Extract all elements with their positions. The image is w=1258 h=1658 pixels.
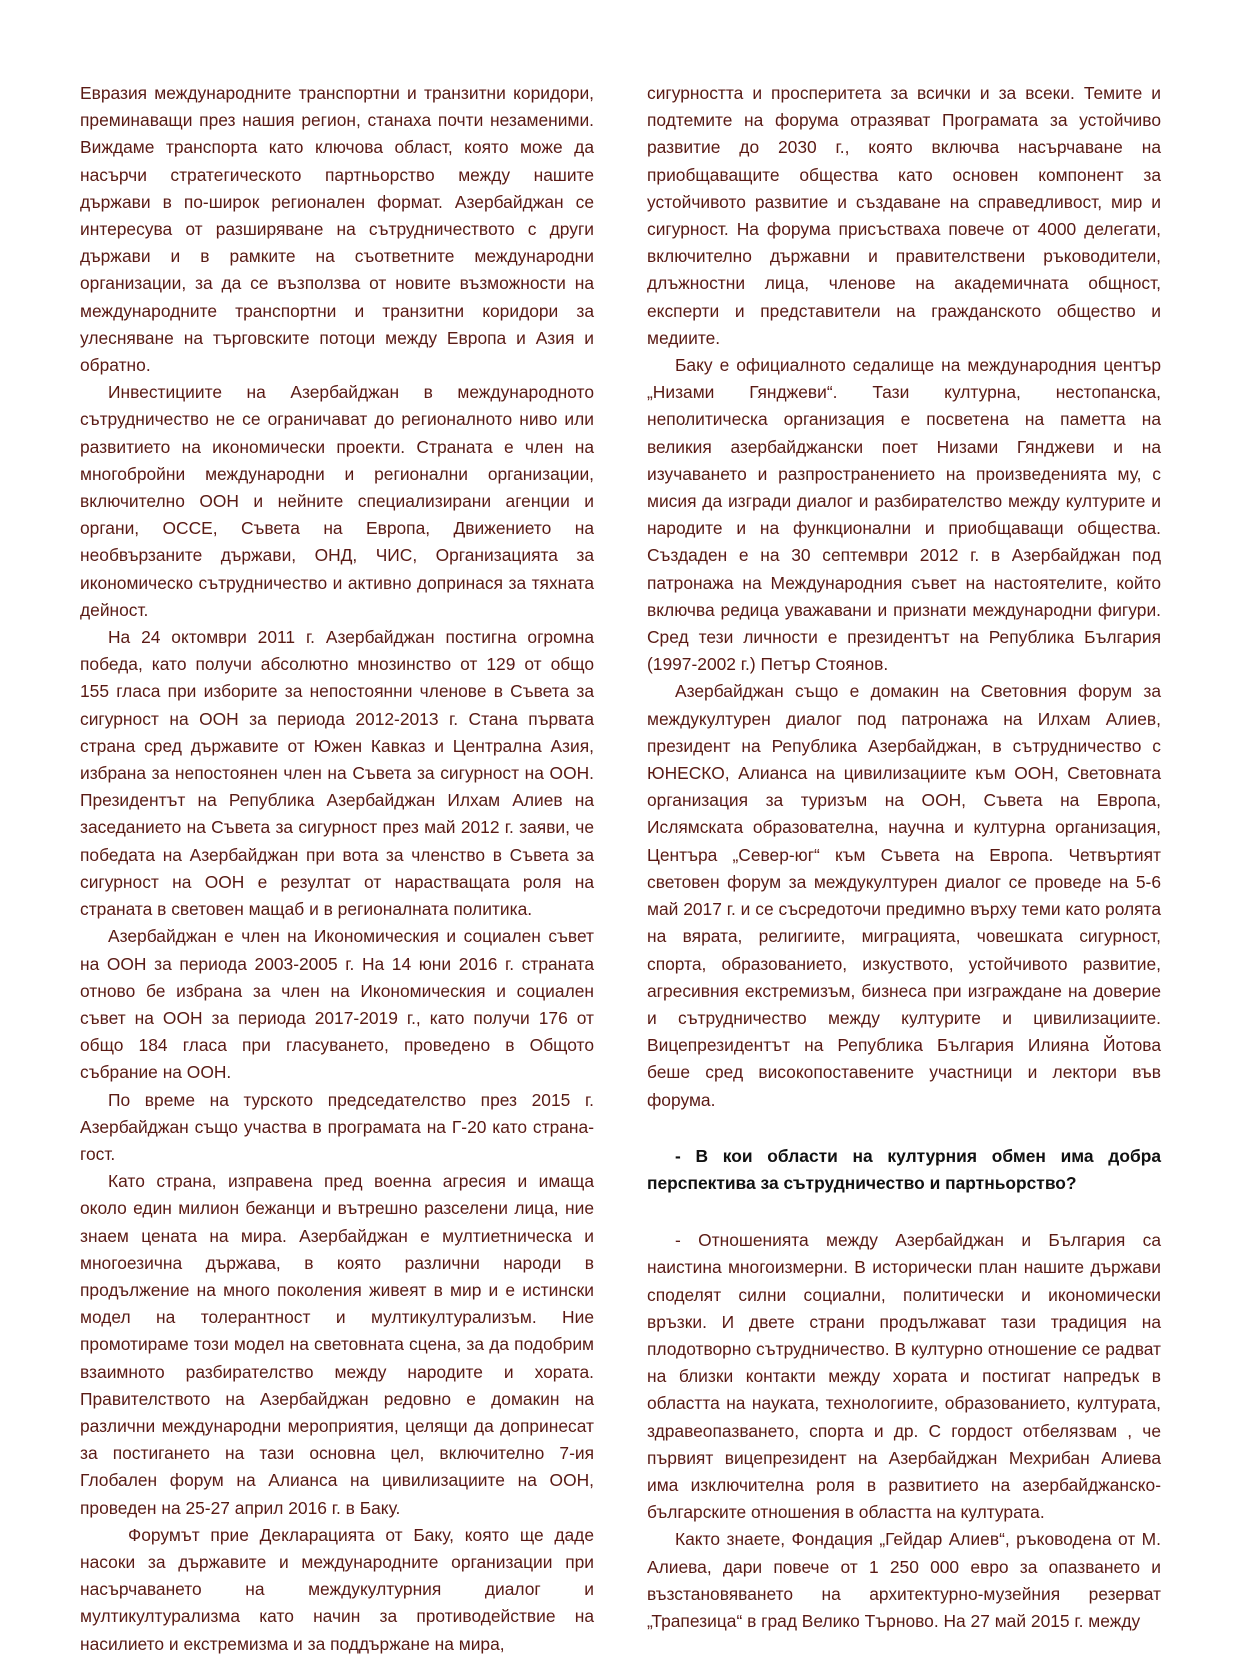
paragraph: Като страна, изправена пред военна агресия и имаща около един милион бежанци и вътрешно разселени лица, ние знаем цената на мира. Азербайджан е мултиетническа и многоезична държава, в която различни народи в продължение на много поколения живеят в мир и е истински модел на толерантност и мултикултурализъм. Ние промотираме този модел на световната сцена, за да подобрим взаимното разбирателство между народите и хората. Правителството на Азербайджан редовно е домакин на различни международни мероприятия, целящи да допринесат за постигането на тази основна цел, включително 7-ия Глобален форум на Алианса на цивилизациите на ООН, проведен на 25-27 април 2016 г. в Баку. [80, 1171, 594, 1518]
paragraph: Азербайджан също е домакин на Световния форум за междукултурен диалог под патронажа на Илхам Алиев, президент на Република Азербайджан, в сътрудничество с ЮНЕСКО, Алианса на цивилизациите към ООН, Световната организация за туризъм на ООН, Съвета на Европа, Ислямската образователна, научна и културна организация, Центъра „Север-юг“ към Съвета на Европа. Четвъртият световен форум за междукултурен диалог се проведе на 5-6 май 2017 г. и се съсредоточи предимно върху теми като ролята на вярата, религиите, миграцията, човешката сигурност, спорта, образованието, изкуството, устойчивото развитие, агресивния екстремизъм, бизнеса при изграждане на доверие и сътрудничество между културите и цивилизациите. Вицепрезидентът на Република България Илияна Йотова беше сред високопоставените участници и лектори във форума. [647, 681, 1161, 1110]
paragraph: Евразия международните транспортни и транзитни коридори, преминаващи през нашия регион, станаха почти незаменими. Виждаме транспорта като ключова област, която може да насърчи стратегическото партньорство между нашите държави в по-широк регионален формат. Азербайджан се интересува от разширяване на сътрудничеството с други държави и в рамките на съответните международни организации, за да се възползва от новите възможности на международните транспортни и транзитни коридори за улесняване на търговските потоци между Европа и Азия и обратно. [80, 83, 594, 376]
paragraph: сигурността и просперитета за всички и за всеки. Темите и подтемите на форума отразяват Програмата за устойчиво развитие до 2030 г., която включва насърчаване на приобщаващите общества като основен компонент за устойчивото развитие и създаване на справедливост, мир и сигурност. На форума присъстваха повече от 4000 делегати, включително държавни и правителствени ръководители, длъжностни лица, членове на академичната общност, експерти и представители на гражданското общество и медиите. [647, 83, 1161, 348]
left-column [80, 80, 594, 1658]
right-column [647, 80, 1161, 1635]
paragraph: Инвестициите на Азербайджан в международното сътрудничество не се ограничават до регионалното ниво или развитието на икономически проекти. Страната е член на многобройни международни и регионални организации, включително ООН и нейните специализирани агенции и органи, ОССЕ, Съвета на Европа, Движението на необвързаните държави, ОНД, ЧИС, Организацията за икономическо сътрудничество и активно допринася за тяхната дейност. [80, 382, 594, 620]
paragraph: На 24 октомври 2011 г. Азербайджан постигна огромна победа, като получи абсолютно мнозинство от 129 от общо 155 гласа при изборите за непостоянни членове в Съвета за сигурност на ООН за периода 2012-2013 г. Стана първата страна сред държавите от Южен Кавказ и Централна Азия, избрана за непостоянен член на Съвета за сигурност на ООН. Президентът на Република Азербайджан Илхам Алиев на заседанието на Съвета за сигурност през май 2012 г. заяви, че победата на Азербайджан при вота за членство в Съвета за сигурност на ООН е резултат от нарастващата роля на страната в световен мащаб и в регионалната политика. [80, 627, 594, 920]
paragraph: Както знаете, Фондация „Гейдар Алиев“, ръководена от М. Алиева, дари повече от 1 250 000 евро за опазването и възстановяването на архитектурно-музейния резерват „Трапезица“ в град Велико Търново. На 27 май 2015 г. между [647, 1529, 1161, 1631]
paragraph: Азербайджан е член на Икономическия и социален съвет на ООН за периода 2003-2005 г. На 14 юни 2016 г. страната отново бе избрана за член на Икономическия и социален съвет на ООН за периода 2017-2019 г., като получи 176 от общо 184 гласа при гласуването, проведено в Общото събрание на ООН. [80, 926, 594, 1083]
paragraph: - Отношенията между Азербайджан и България са наистина многоизмерни. В исторически план нашите държави споделят силни социални, политически и икономически връзки. И двете страни продължават тази традиция на плодотворно сътрудничество. В културно отношение се радват на близки контакти между хората и постигат напредък в областта на науката, технологиите, образованието, културата, здравеопазването, спорта и др. С гордост отбелязвам , че първият вицепрезидент на Азербайджан Мехрибан Алиева има изключителна роля в развитието на азербайджанско-българските отношения в областта на културата. [647, 1230, 1161, 1523]
paragraph: Форумът прие Декларацията от Баку, която ще даде насоки за държавите и международните организации при насърчаването на междукултурния диалог и мултикултурализма като начин за противодействие на насилието и екстремизма и за поддържане на мира, [80, 1524, 594, 1654]
paragraph: Баку е официалното седалище на международния център „Низами Гянджеви“. Тази културна, нестопанска, неполитическа организация е посветена на паметта на великия азербайджански поет Низами Гянджеви и на изучаването и разпространението на произведенията му, с мисия да изгради диалог и разбирателство между културите и народите и на функционални и приобщаващи общества. Създаден е на 30 септември 2012 г. в Азербайджан под патронажа на Международния съвет на настоятелите, който включва редица уважавани и признати международни фигури. Сред тези личности е президентът на Република България (1997-2002 г.) Петър Стоянов. [647, 355, 1161, 675]
interview-question: - В кои области на културния обмен има добра перспектива за сътрудничество и партньорство? [647, 1145, 1161, 1193]
paragraph: По време на турското председателство през 2015 г. Азербайджан също участва в програмата на Г-20 като страна-гост. [80, 1089, 594, 1164]
